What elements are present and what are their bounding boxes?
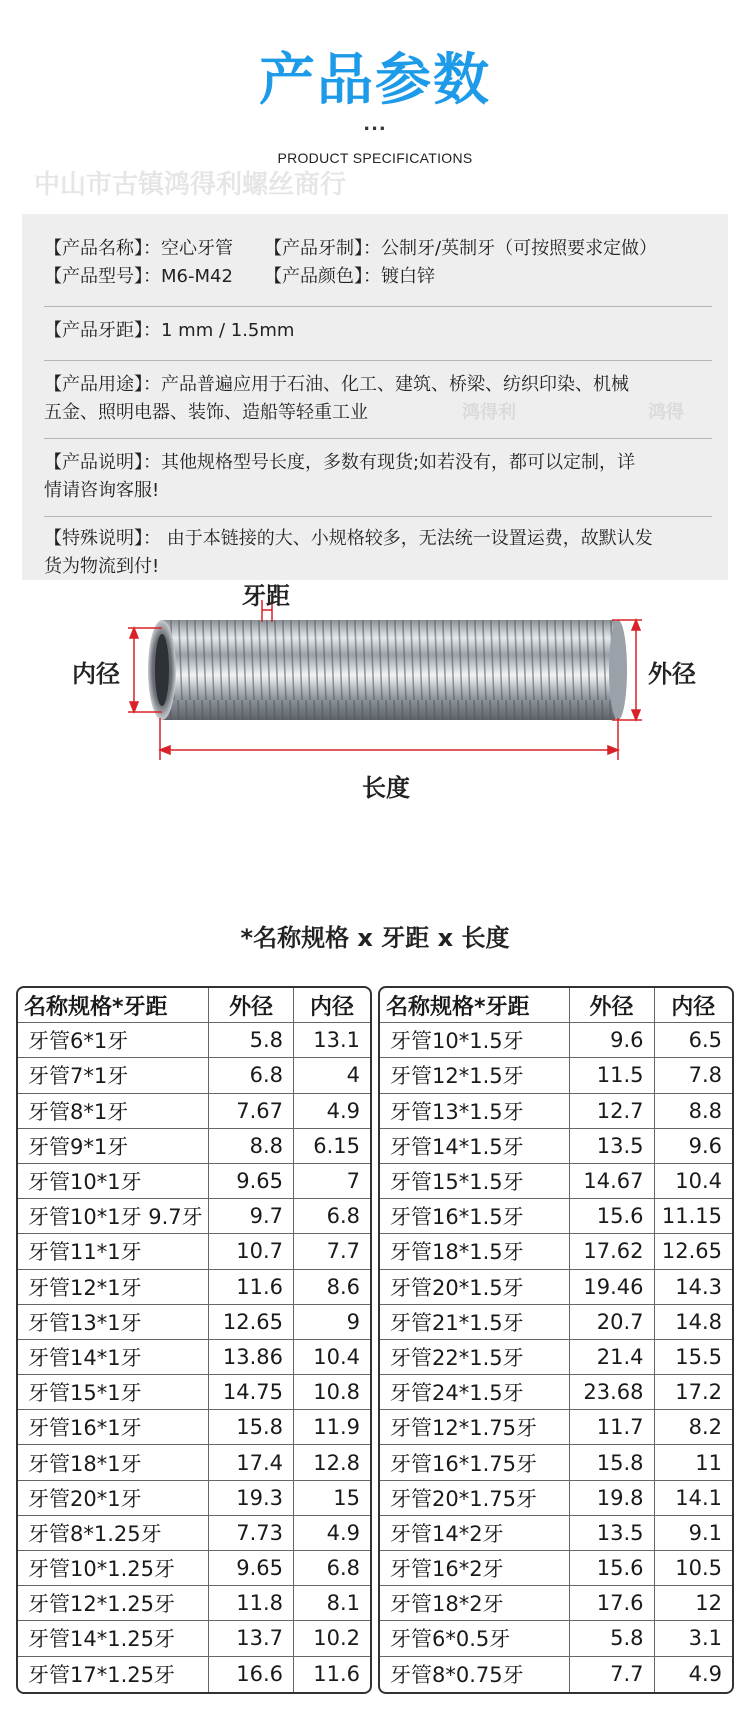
watermark-text: 中山市古镇鸿得利螺丝商行 bbox=[34, 170, 347, 200]
cell-name: 牙管16*2牙 bbox=[380, 1551, 570, 1586]
cell-name: 牙管18*1.5牙 bbox=[380, 1234, 570, 1269]
outer-diameter-label: 外径 bbox=[648, 660, 696, 688]
table-row bbox=[380, 1305, 732, 1340]
title-dots: ... bbox=[363, 114, 387, 135]
cell-outer-diameter: 9.6 bbox=[570, 1023, 655, 1058]
header-name: 名称规格*牙距 bbox=[380, 988, 570, 1023]
cell-outer-diameter: 23.68 bbox=[570, 1375, 655, 1410]
cell-outer-diameter: 11.7 bbox=[570, 1410, 655, 1445]
table-row bbox=[18, 1375, 370, 1410]
cell-inner-diameter: 7 bbox=[294, 1164, 370, 1199]
cell-outer-diameter: 7.73 bbox=[209, 1516, 294, 1551]
spec-special-line-2: 货为物流到付! bbox=[44, 556, 160, 577]
cell-name: 牙管20*1牙 bbox=[18, 1481, 209, 1516]
cell-name: 牙管6*1牙 bbox=[18, 1023, 209, 1058]
cell-outer-diameter: 13.86 bbox=[209, 1340, 294, 1375]
cell-outer-diameter: 20.7 bbox=[570, 1305, 655, 1340]
cell-outer-diameter: 17.6 bbox=[570, 1586, 655, 1621]
cell-inner-diameter: 8.6 bbox=[294, 1270, 370, 1305]
table-row bbox=[18, 1516, 370, 1551]
table-row bbox=[380, 1375, 732, 1410]
table-row bbox=[18, 1340, 370, 1375]
table-row bbox=[18, 1657, 370, 1692]
cell-name: 牙管10*1牙 bbox=[18, 1164, 209, 1199]
cell-name: 牙管20*1.5牙 bbox=[380, 1270, 570, 1305]
cell-inner-diameter: 8.2 bbox=[655, 1410, 732, 1445]
header-outer: 外径 bbox=[209, 988, 294, 1023]
cell-name: 牙管10*1.25牙 bbox=[18, 1551, 209, 1586]
cell-inner-diameter: 13.1 bbox=[294, 1023, 370, 1058]
table-row bbox=[18, 1094, 370, 1129]
table-row bbox=[18, 1164, 370, 1199]
table-row bbox=[380, 1481, 732, 1516]
table-row bbox=[18, 1305, 370, 1340]
spec-panel bbox=[22, 214, 728, 580]
cell-outer-diameter: 17.4 bbox=[209, 1445, 294, 1480]
spec-color: 【产品颜色】：镀白锌 bbox=[264, 266, 435, 287]
cell-inner-diameter: 15 bbox=[294, 1481, 370, 1516]
cell-outer-diameter: 15.8 bbox=[209, 1410, 294, 1445]
cell-name: 牙管12*1牙 bbox=[18, 1270, 209, 1305]
spec-model: 【产品型号】：M6-M42 bbox=[44, 266, 233, 287]
spec-pitch: 【产品牙距】：1 mm / 1.5mm bbox=[44, 320, 295, 341]
cell-inner-diameter: 7.7 bbox=[294, 1234, 370, 1269]
header-outer: 外径 bbox=[570, 988, 655, 1023]
cell-inner-diameter: 10.4 bbox=[655, 1164, 732, 1199]
spec-usage-line-2: 五金、照明电器、装饰、造船等轻重工业 bbox=[44, 402, 368, 423]
table-row bbox=[18, 1586, 370, 1621]
inner-diameter-label: 内径 bbox=[72, 660, 120, 688]
page-title: 产品参数 bbox=[259, 48, 491, 113]
cell-inner-diameter: 7.8 bbox=[655, 1058, 732, 1093]
table-row bbox=[380, 1023, 732, 1058]
cell-outer-diameter: 14.75 bbox=[209, 1375, 294, 1410]
cell-outer-diameter: 9.65 bbox=[209, 1164, 294, 1199]
cell-outer-diameter: 8.8 bbox=[209, 1129, 294, 1164]
threaded-tube-image bbox=[0, 600, 750, 880]
cell-inner-diameter: 6.8 bbox=[294, 1551, 370, 1586]
cell-name: 牙管15*1.5牙 bbox=[380, 1164, 570, 1199]
cell-inner-diameter: 9.1 bbox=[655, 1516, 732, 1551]
cell-outer-diameter: 11.6 bbox=[209, 1270, 294, 1305]
cell-inner-diameter: 6.8 bbox=[294, 1199, 370, 1234]
table-row bbox=[380, 1164, 732, 1199]
table-row bbox=[18, 1481, 370, 1516]
cell-name: 牙管18*2牙 bbox=[380, 1586, 570, 1621]
cell-inner-diameter: 11.15 bbox=[655, 1199, 732, 1234]
table-row bbox=[380, 1058, 732, 1093]
cell-name: 牙管14*1牙 bbox=[18, 1340, 209, 1375]
cell-outer-diameter: 9.65 bbox=[209, 1551, 294, 1586]
table-row bbox=[18, 1199, 370, 1234]
cell-outer-diameter: 19.46 bbox=[570, 1270, 655, 1305]
cell-outer-diameter: 7.67 bbox=[209, 1094, 294, 1129]
cell-name: 牙管12*1.5牙 bbox=[380, 1058, 570, 1093]
table-row bbox=[380, 1621, 732, 1656]
cell-name: 牙管8*0.75牙 bbox=[380, 1657, 570, 1692]
spec-table-left bbox=[16, 986, 372, 1694]
cell-name: 牙管16*1.5牙 bbox=[380, 1199, 570, 1234]
cell-inner-diameter: 10.2 bbox=[294, 1621, 370, 1656]
table-row bbox=[380, 1270, 732, 1305]
cell-name: 牙管14*2牙 bbox=[380, 1516, 570, 1551]
cell-name: 牙管21*1.5牙 bbox=[380, 1305, 570, 1340]
table-caption: *名称规格 x 牙距 x 长度 bbox=[240, 924, 510, 952]
cell-outer-diameter: 13.7 bbox=[209, 1621, 294, 1656]
watermark-text: 鸿得利 bbox=[462, 402, 516, 423]
cell-name: 牙管12*1.25牙 bbox=[18, 1586, 209, 1621]
header-inner: 内径 bbox=[294, 988, 370, 1023]
spec-special-line-1: 【特殊说明】： 由于本链接的大、小规格较多，无法统一设置运费，故默认发 bbox=[44, 528, 653, 549]
table-row bbox=[380, 1234, 732, 1269]
cell-inner-diameter: 4.9 bbox=[688, 1662, 722, 1687]
cell-outer-diameter: 14.67 bbox=[570, 1164, 655, 1199]
cell-outer-diameter: 21.4 bbox=[570, 1340, 655, 1375]
cell-inner-diameter: 11.9 bbox=[294, 1410, 370, 1445]
cell-outer-diameter: 13.5 bbox=[570, 1516, 655, 1551]
cell-outer-diameter: 12.65 bbox=[209, 1305, 294, 1340]
length-label: 长度 bbox=[362, 774, 410, 802]
cell-name: 牙管10*1牙 9.7牙 bbox=[18, 1199, 209, 1234]
page-subtitle: PRODUCT SPECIFICATIONS bbox=[277, 150, 473, 166]
spec-divider bbox=[44, 438, 712, 439]
cell-name: 牙管8*1.25牙 bbox=[18, 1516, 209, 1551]
cell-inner-diameter: 10.5 bbox=[655, 1551, 732, 1586]
cell-name: 牙管24*1.5牙 bbox=[380, 1375, 570, 1410]
cell-inner-diameter: 12.65 bbox=[655, 1234, 732, 1269]
cell-name: 牙管9*1牙 bbox=[18, 1129, 209, 1164]
cell-name: 牙管17*1.25牙 bbox=[18, 1657, 209, 1692]
watermark-text: 鸿得 bbox=[648, 402, 684, 423]
cell-name: 牙管12*1.75牙 bbox=[380, 1410, 570, 1445]
table-row bbox=[18, 1234, 370, 1269]
cell-name: 牙管13*1牙 bbox=[18, 1305, 209, 1340]
cell-outer-diameter: 19.3 bbox=[209, 1481, 294, 1516]
cell-name: 牙管11*1牙 bbox=[18, 1234, 209, 1269]
cell-name: 牙管20*1.75牙 bbox=[380, 1481, 570, 1516]
cell-outer-diameter: 5.8 bbox=[570, 1621, 655, 1656]
tube-body bbox=[148, 620, 627, 720]
cell-inner-diameter: 9.6 bbox=[655, 1129, 732, 1164]
cell-inner-diameter: 14.8 bbox=[655, 1305, 732, 1340]
cell-inner-diameter: 10.8 bbox=[294, 1375, 370, 1410]
cell-inner-diameter: 4 bbox=[294, 1058, 370, 1093]
cell-outer-diameter: 12.7 bbox=[570, 1094, 655, 1129]
spec-table-right bbox=[378, 986, 734, 1694]
table-row bbox=[380, 1657, 732, 1692]
table-row bbox=[380, 1445, 732, 1480]
table-header-row bbox=[380, 988, 732, 1023]
table-row bbox=[18, 1270, 370, 1305]
table-row bbox=[18, 1621, 370, 1656]
cell-inner-diameter: 17.2 bbox=[655, 1375, 732, 1410]
cell-outer-diameter: 15.6 bbox=[570, 1551, 655, 1586]
cell-inner-diameter: 3.1 bbox=[655, 1621, 732, 1656]
cell-inner-diameter: 6.5 bbox=[655, 1023, 732, 1058]
table-row bbox=[18, 1551, 370, 1586]
spec-desc-line-1: 【产品说明】：其他规格型号长度，多数有现货;如若没有，都可以定制，详 bbox=[44, 452, 636, 473]
cell-inner-diameter: 6.15 bbox=[294, 1129, 370, 1164]
cell-outer-diameter: 17.62 bbox=[570, 1234, 655, 1269]
cell-outer-diameter: 9.7 bbox=[209, 1199, 294, 1234]
cell-inner-diameter: 15.5 bbox=[655, 1340, 732, 1375]
cell-name: 牙管15*1牙 bbox=[18, 1375, 209, 1410]
table-row bbox=[18, 1023, 370, 1058]
cell-name: 牙管14*1.5牙 bbox=[380, 1129, 570, 1164]
cell-name: 牙管22*1.5牙 bbox=[380, 1340, 570, 1375]
cell-outer-diameter: 15.6 bbox=[570, 1199, 655, 1234]
cell-outer-diameter: 11.5 bbox=[570, 1058, 655, 1093]
cell-name: 牙管16*1.75牙 bbox=[380, 1445, 570, 1480]
cell-outer-diameter: 13.5 bbox=[570, 1129, 655, 1164]
cell-name: 牙管7*1牙 bbox=[18, 1058, 209, 1093]
table-row bbox=[380, 1551, 732, 1586]
cell-inner-diameter: 10.4 bbox=[294, 1340, 370, 1375]
cell-name: 牙管10*1.5牙 bbox=[380, 1023, 570, 1058]
table-row bbox=[380, 1586, 732, 1621]
spec-product-name: 【产品名称】：空心牙管 bbox=[44, 238, 233, 259]
pitch-label: 牙距 bbox=[242, 582, 290, 610]
cell-inner-diameter: 12.8 bbox=[294, 1445, 370, 1480]
cell-name: 牙管8*1牙 bbox=[18, 1094, 209, 1129]
cell-name: 牙管16*1牙 bbox=[18, 1410, 209, 1445]
cell-inner-diameter: 14.1 bbox=[655, 1481, 732, 1516]
spec-divider bbox=[44, 360, 712, 361]
cell-name: 牙管18*1牙 bbox=[18, 1445, 209, 1480]
table-row bbox=[380, 1129, 732, 1164]
cell-outer-diameter: 16.6 bbox=[209, 1657, 294, 1692]
cell-inner-diameter: 4.9 bbox=[294, 1516, 370, 1551]
cell-outer-diameter: 15.8 bbox=[570, 1445, 655, 1480]
table-row bbox=[18, 1445, 370, 1480]
cell-inner-diameter: 8.1 bbox=[294, 1586, 370, 1621]
cell-name: 牙管6*0.5牙 bbox=[380, 1621, 570, 1656]
cell-outer-diameter: 10.7 bbox=[209, 1234, 294, 1269]
cell-name: 牙管13*1.5牙 bbox=[380, 1094, 570, 1129]
spec-divider bbox=[44, 306, 712, 307]
cell-inner-diameter: 9 bbox=[294, 1305, 370, 1340]
cell-outer-diameter: 11.8 bbox=[209, 1586, 294, 1621]
table-row bbox=[18, 1058, 370, 1093]
table-row bbox=[18, 1129, 370, 1164]
cell-inner-diameter: 12 bbox=[655, 1586, 732, 1621]
table-row bbox=[18, 1410, 370, 1445]
cell-inner-diameter: 4.9 bbox=[294, 1094, 370, 1129]
table-row bbox=[380, 1340, 732, 1375]
cell-inner-diameter: 14.3 bbox=[655, 1270, 732, 1305]
header-inner: 内径 bbox=[655, 988, 732, 1023]
cell-inner-diameter: 8.8 bbox=[655, 1094, 732, 1129]
cell-outer-diameter: 5.8 bbox=[209, 1023, 294, 1058]
spec-thread-type: 【产品牙制】：公制牙/英制牙（可按照要求定做） bbox=[264, 238, 658, 259]
table-row bbox=[380, 1199, 732, 1234]
cell-outer-diameter: 19.8 bbox=[570, 1481, 655, 1516]
header-name: 名称规格*牙距 bbox=[18, 988, 209, 1023]
cell-inner-diameter: 11 bbox=[655, 1445, 732, 1480]
table-row bbox=[380, 1094, 732, 1129]
table-row bbox=[380, 1516, 732, 1551]
cell-outer-diameter: 6.8 bbox=[209, 1058, 294, 1093]
spec-usage-line-1: 【产品用途】：产品普遍应用于石油、化工、建筑、桥梁、纺织印染、机械 bbox=[44, 374, 629, 395]
spec-desc-line-2: 情请咨询客服! bbox=[44, 480, 160, 501]
cell-name: 牙管14*1.25牙 bbox=[18, 1621, 209, 1656]
cell-outer-diameter: 7.7 bbox=[570, 1657, 655, 1692]
cell-inner-diameter: 11.6 bbox=[313, 1662, 360, 1687]
table-row bbox=[380, 1410, 732, 1445]
spec-divider bbox=[44, 516, 712, 517]
table-header-row bbox=[18, 988, 370, 1023]
product-diagram bbox=[0, 582, 750, 880]
